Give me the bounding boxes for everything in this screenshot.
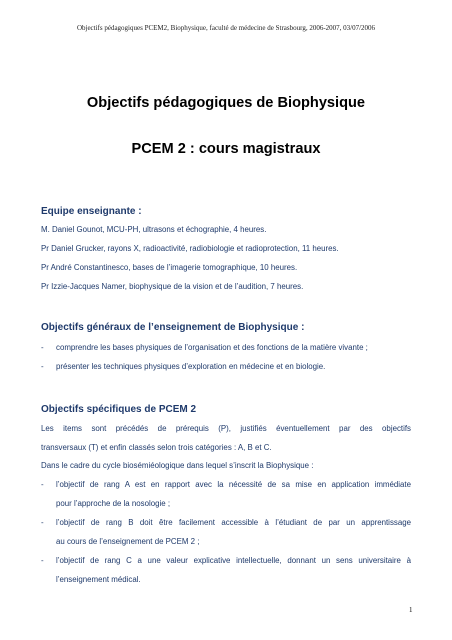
specific-intro-line: Les items sont précédés de prérequis (P), justifiés éventuellement par des objectifs xyxy=(41,424,411,433)
specific-intro-line: transversaux (T) et enfin classés selon trois catégories : A, B et C. xyxy=(41,443,272,452)
bullet-dash: - xyxy=(41,343,44,352)
specific-objectives-heading: Objectifs spécifiques de PCEM 2 xyxy=(41,404,197,415)
general-objective-item: comprendre les bases physiques de l’organisation et des fonctions de la matière vivante ; xyxy=(56,343,368,352)
rank-a-item: l’objectif de rang A est en rapport avec la nécessité de sa mise en application immédiate xyxy=(56,480,411,489)
bullet-dash: - xyxy=(41,480,44,489)
team-member-line: Pr André Constantinesco, bases de l’imagerie tomographique, 10 heures. xyxy=(41,263,298,272)
page-title: Objectifs pédagogiques de Biophysique xyxy=(86,95,366,111)
team-heading: Equipe enseignante : xyxy=(41,206,142,217)
team-member-line: Pr Izzie-Jacques Namer, biophysique de la vision et de l’audition, 7 heures. xyxy=(41,282,304,291)
team-member-line: M. Daniel Gounot, MCU-PH, ultrasons et échographie, 4 heures. xyxy=(41,225,267,234)
bullet-dash: - xyxy=(41,556,44,565)
running-header: Objectifs pédagogiques PCEM2, Biophysique, faculté de médecine de Strasbourg, 2006-2007, 03/07/2006 xyxy=(76,24,376,32)
bullet-dash: - xyxy=(41,362,44,371)
page-number: 1 xyxy=(409,606,413,614)
bullet-dash: - xyxy=(41,518,44,527)
team-member-line: Pr Daniel Grucker, rayons X, radioactivité, radiobiologie et radioprotection, 11 heures. xyxy=(41,244,339,253)
general-objectives-heading: Objectifs généraux de l’enseignement de Biophysique : xyxy=(41,322,305,333)
rank-b-item: l’objectif de rang B doit être facilement accessible à l’étudiant de par un apprentissage xyxy=(56,518,411,527)
specific-intro-line: Dans le cadre du cycle biosémiéologique dans lequel s’inscrit la Biophysique : xyxy=(41,461,314,470)
rank-b-item-continuation: au cours de l’enseignement de PCEM 2 ; xyxy=(56,537,200,546)
page-subtitle: PCEM 2 : cours magistraux xyxy=(131,141,321,157)
general-objective-item: présenter les techniques physiques d’exploration en médecine et en biologie. xyxy=(56,362,326,371)
rank-a-item-continuation: pour l’approche de la nosologie ; xyxy=(56,499,171,508)
rank-c-item-continuation: l’enseignement médical. xyxy=(56,575,141,584)
rank-c-item: l’objectif de rang C a une valeur explicative intellectuelle, donnant un sens universitaire à xyxy=(56,556,411,565)
